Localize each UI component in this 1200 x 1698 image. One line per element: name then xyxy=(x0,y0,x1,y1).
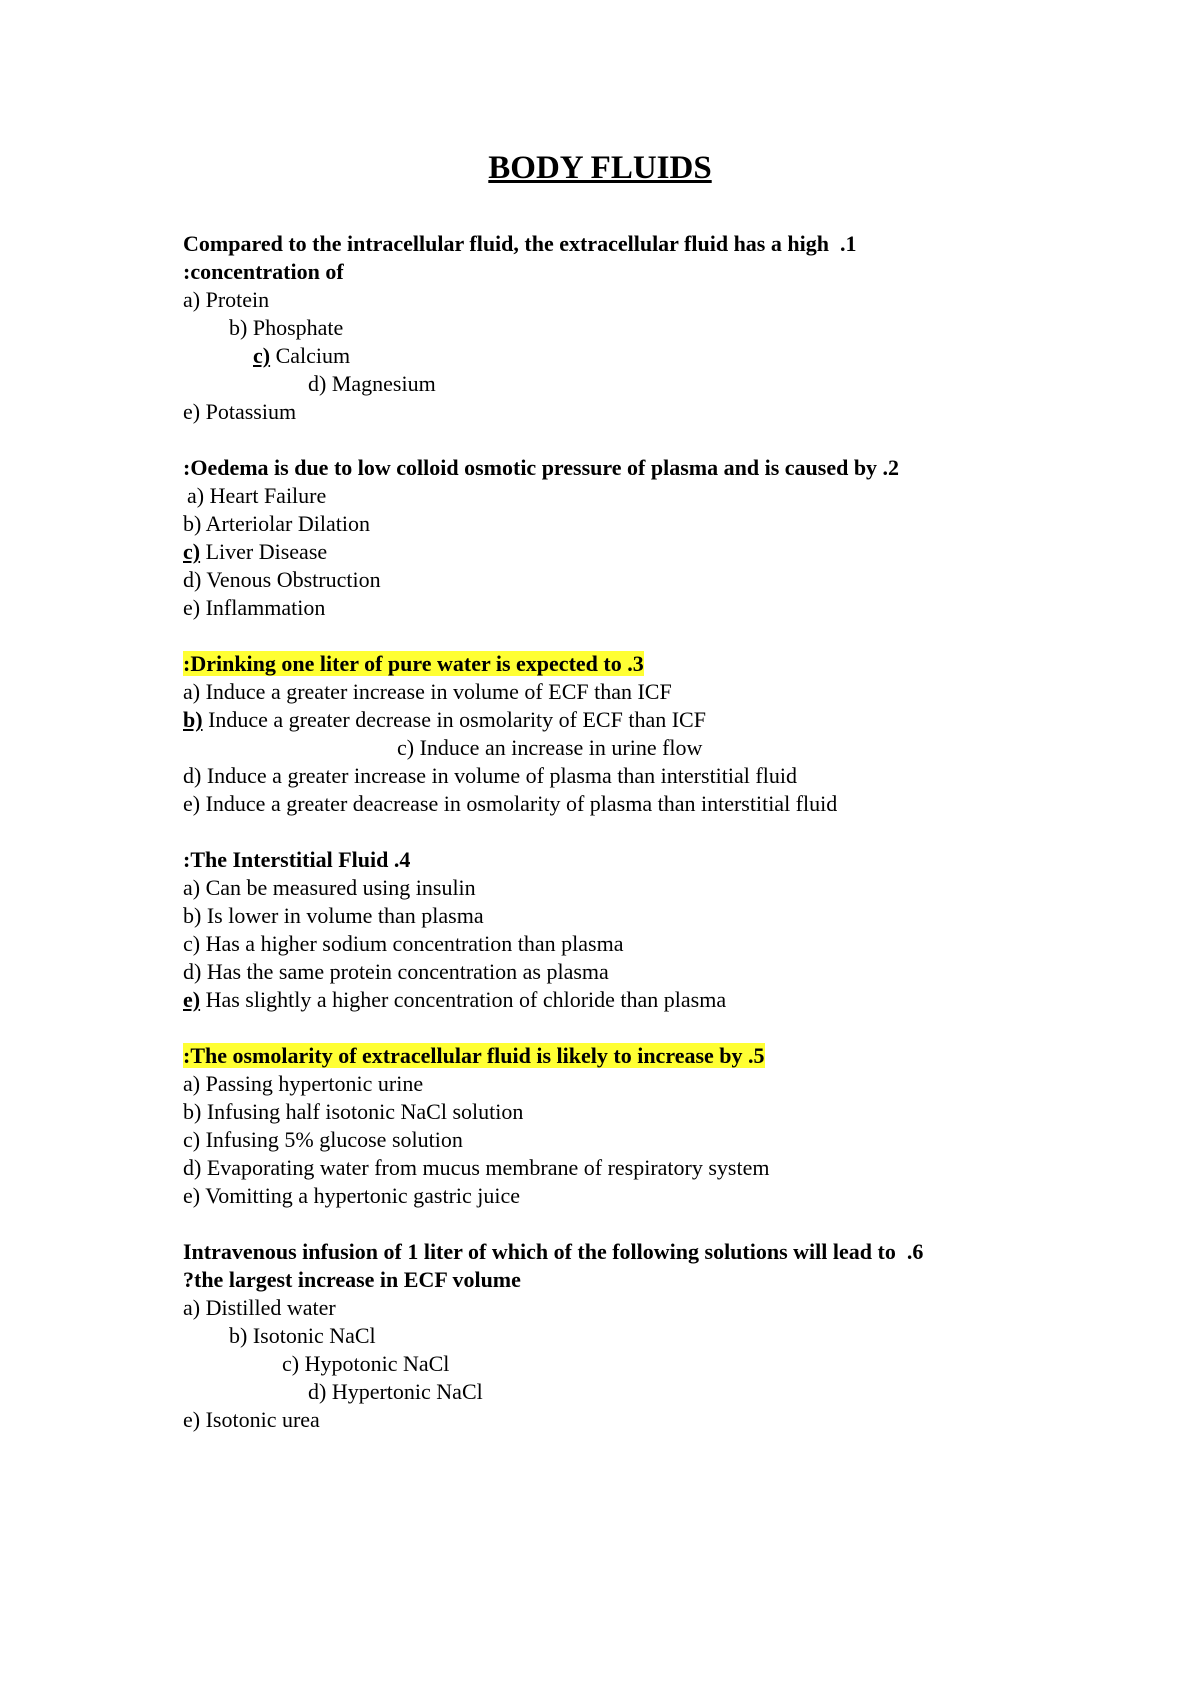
option-label: c) xyxy=(397,735,415,760)
question-3-option-c xyxy=(397,734,702,762)
question-4-option-c xyxy=(183,930,623,958)
correct-option-label: e) xyxy=(183,987,201,1012)
option-text: Has a higher sodium concentration than plasma xyxy=(200,931,624,956)
correct-option-label: c) xyxy=(183,539,201,564)
question-1-option-c xyxy=(253,342,350,370)
question-1-option-a xyxy=(183,286,269,314)
option-label: e) xyxy=(183,595,201,620)
question-1-stem-line-1: Compared to the intracellular fluid, the extracellular fluid has a high .1 xyxy=(183,231,857,256)
option-text: Infusing half isotonic NaCl solution xyxy=(201,1099,524,1124)
option-text: Vomitting a hypertonic gastric juice xyxy=(200,1183,521,1208)
question-3-option-d xyxy=(183,762,797,790)
question-5-stem xyxy=(183,1042,765,1070)
option-label: b) xyxy=(183,1099,202,1124)
option-label: d) xyxy=(308,1379,327,1404)
option-text: Isotonic urea xyxy=(200,1407,320,1432)
question-2-option-d xyxy=(183,566,381,594)
page-title: BODY FLUIDS xyxy=(488,150,712,186)
question-4-stem: :The Interstitial Fluid .4 xyxy=(183,847,411,872)
question-6-option-b xyxy=(229,1322,376,1350)
option-text: Induce a greater increase in volume of ECF than ICF xyxy=(200,679,672,704)
option-label: b) xyxy=(229,315,248,340)
option-text: Can be measured using insulin xyxy=(200,875,476,900)
option-label: c) xyxy=(282,1351,300,1376)
question-2-stem: :Oedema is due to low colloid osmotic pressure of plasma and is caused by .2 xyxy=(183,455,900,480)
option-text: Induce a greater increase in volume of plasma than interstitial fluid xyxy=(201,763,797,788)
option-label: a) xyxy=(183,875,201,900)
option-label: e) xyxy=(183,399,201,424)
option-label: c) xyxy=(183,931,201,956)
option-text: Infusing 5% glucose solution xyxy=(200,1127,463,1152)
option-label: a) xyxy=(183,1071,201,1096)
option-text: Calcium xyxy=(270,343,351,368)
option-label: d) xyxy=(183,959,202,984)
option-text: Induce an increase in urine flow xyxy=(414,735,703,760)
option-label: d) xyxy=(183,763,202,788)
question-1-option-d xyxy=(308,370,436,398)
question-5-option-e xyxy=(183,1182,520,1210)
question-6-option-c xyxy=(282,1350,449,1378)
option-text: Passing hypertonic urine xyxy=(200,1071,424,1096)
option-text: Has slightly a higher concentration of chloride than plasma xyxy=(200,987,727,1012)
question-6-option-d xyxy=(308,1378,483,1406)
question-3-stem xyxy=(183,650,644,678)
option-text: Arteriolar Dilation xyxy=(201,511,370,536)
option-text: Isotonic NaCl xyxy=(247,1323,376,1348)
question-1-option-b xyxy=(229,314,343,342)
option-label: d) xyxy=(308,371,327,396)
question-4-option-b xyxy=(183,902,484,930)
question-2-option-e xyxy=(183,594,325,622)
question-5-option-a xyxy=(183,1070,423,1098)
option-text: Magnesium xyxy=(326,371,436,396)
question-1-stem-line-2: :concentration of xyxy=(183,259,344,284)
option-text: Inflammation xyxy=(200,595,326,620)
question-3-option-b xyxy=(183,706,706,734)
question-6-option-a xyxy=(183,1294,336,1322)
option-label: b) xyxy=(183,903,202,928)
question-1-option-e xyxy=(183,398,296,426)
option-text: Has the same protein concentration as plasma xyxy=(201,959,609,984)
highlighted-text: :The osmolarity of extracellular fluid is likely to increase by .5 xyxy=(183,1043,765,1068)
option-text: Phosphate xyxy=(247,315,344,340)
option-label: e) xyxy=(183,1407,201,1432)
option-text: Induce a greater deacrease in osmolarity of plasma than interstitial fluid xyxy=(200,791,838,816)
question-4-option-d xyxy=(183,958,609,986)
option-label: a) xyxy=(187,483,205,508)
option-label: c) xyxy=(183,1127,201,1152)
option-text: Heart Failure xyxy=(204,483,327,508)
question-5-option-d xyxy=(183,1154,769,1182)
question-5-option-b xyxy=(183,1098,523,1126)
question-6-stem-line-1: Intravenous infusion of 1 liter of which of the following solutions will lead to .6 xyxy=(183,1239,924,1264)
option-text: Is lower in volume than plasma xyxy=(201,903,484,928)
option-label: d) xyxy=(183,567,202,592)
option-label: a) xyxy=(183,679,201,704)
question-5-option-c xyxy=(183,1126,463,1154)
option-label: e) xyxy=(183,791,201,816)
question-3-option-a xyxy=(183,678,672,706)
option-text: Liver Disease xyxy=(200,539,328,564)
question-4-option-a xyxy=(183,874,476,902)
question-2-option-b xyxy=(183,510,370,538)
option-text: Hypertonic NaCl xyxy=(326,1379,483,1404)
question-2-option-a xyxy=(187,482,326,510)
option-label: a) xyxy=(183,287,201,312)
option-label: b) xyxy=(183,511,202,536)
correct-option-label: c) xyxy=(253,343,271,368)
option-text: Induce a greater decrease in osmolarity of ECF than ICF xyxy=(202,707,706,732)
correct-option-label: b) xyxy=(183,707,203,732)
option-text: Hypotonic NaCl xyxy=(299,1351,450,1376)
option-label: d) xyxy=(183,1155,202,1180)
highlighted-text: :Drinking one liter of pure water is expected to .3 xyxy=(183,651,644,676)
question-4-option-e xyxy=(183,986,726,1014)
option-text: Evaporating water from mucus membrane of respiratory system xyxy=(201,1155,770,1180)
option-text: Potassium xyxy=(200,399,297,424)
option-text: Venous Obstruction xyxy=(201,567,381,592)
option-label: e) xyxy=(183,1183,201,1208)
option-text: Distilled water xyxy=(200,1295,336,1320)
option-label: b) xyxy=(229,1323,248,1348)
option-label: a) xyxy=(183,1295,201,1320)
question-6-stem-line-2: ?the largest increase in ECF volume xyxy=(183,1267,521,1292)
option-text: Protein xyxy=(200,287,270,312)
question-3-option-e xyxy=(183,790,837,818)
question-6-option-e xyxy=(183,1406,320,1434)
question-2-option-c xyxy=(183,538,327,566)
